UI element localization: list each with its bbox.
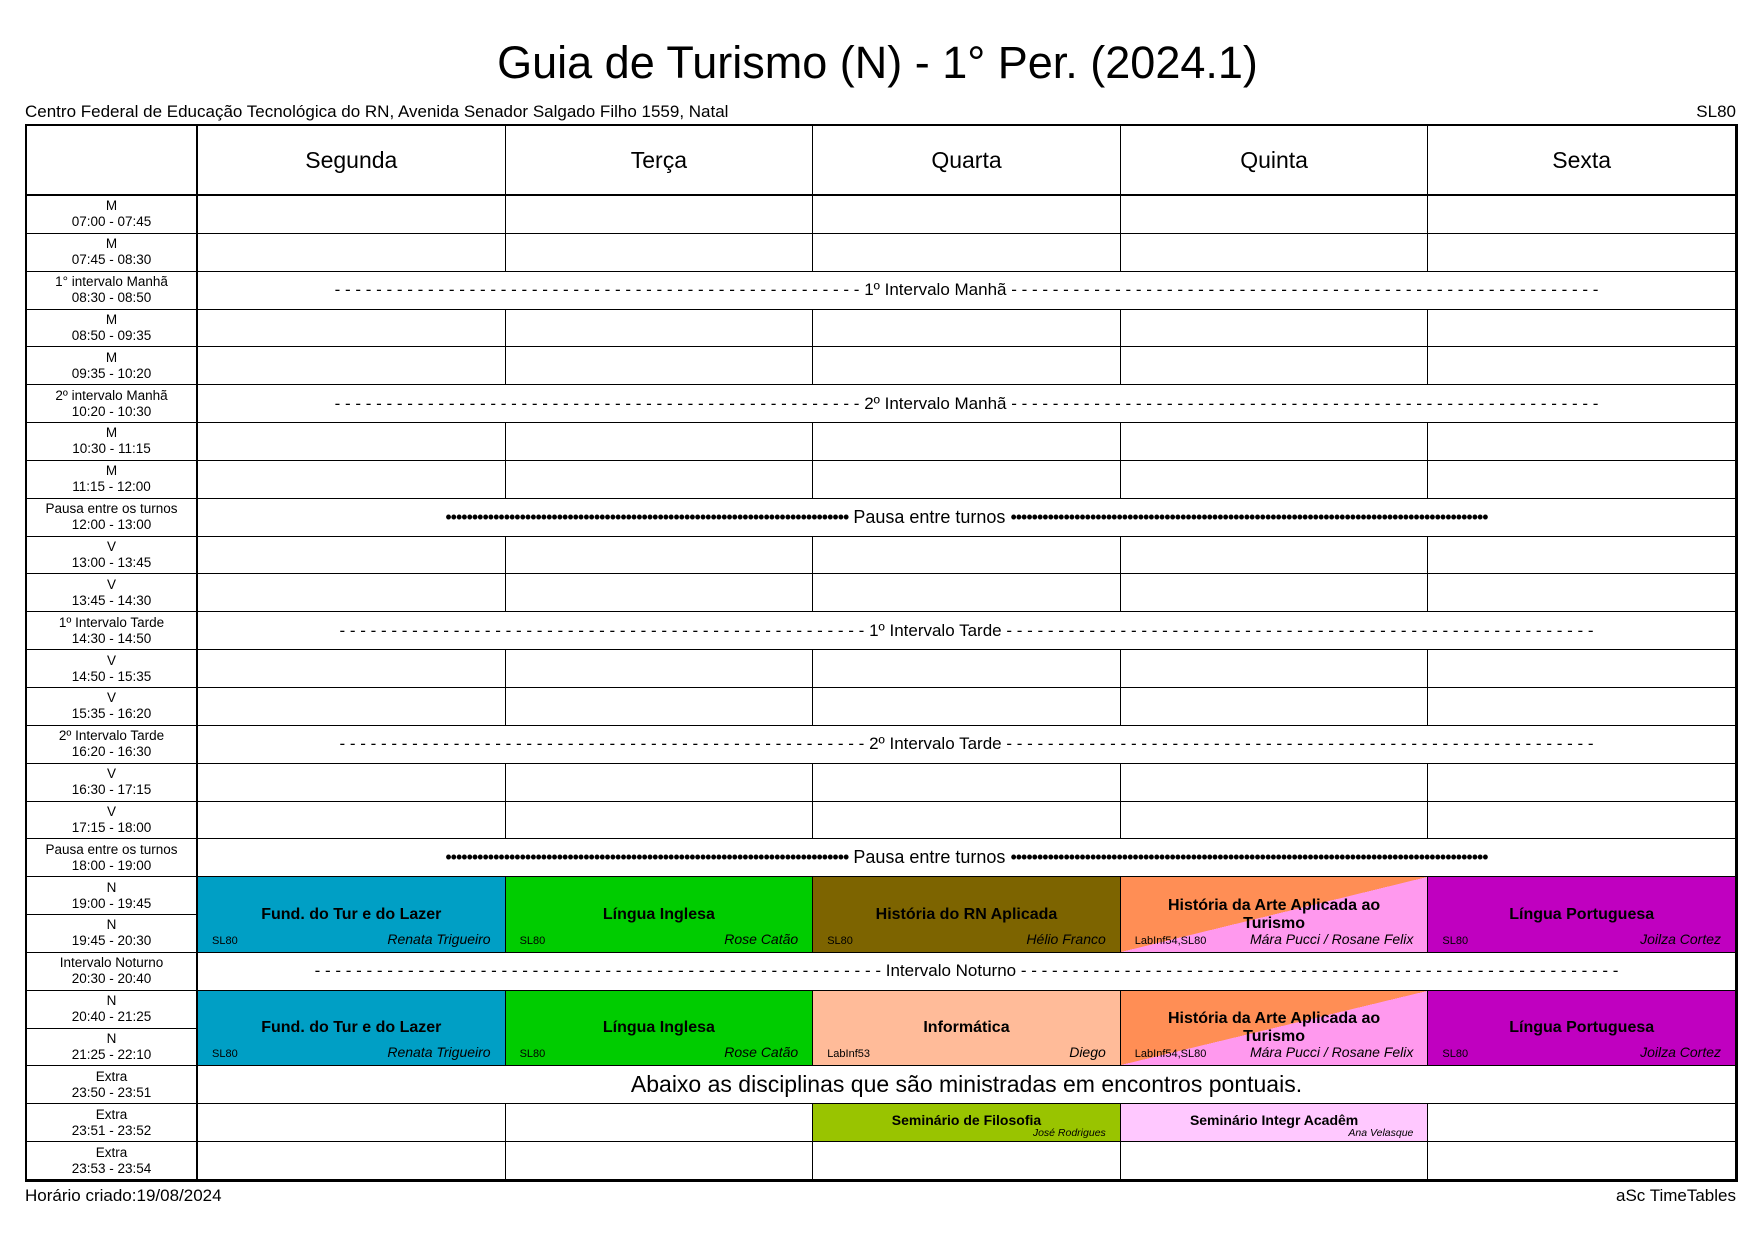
teacher-name: Rose Catão (724, 930, 799, 947)
empty-slot[interactable] (1121, 1142, 1429, 1180)
period-label (27, 726, 198, 764)
empty-slot[interactable] (1121, 650, 1429, 688)
room-label: SL80 (519, 1048, 546, 1061)
empty-slot[interactable] (1428, 310, 1736, 348)
period-label (27, 574, 198, 612)
period-time: 20:30 - 20:40 (71, 971, 152, 987)
empty-slot[interactable] (198, 347, 506, 385)
empty-slot[interactable] (813, 1142, 1121, 1180)
teacher-name: Renata Trigueiro (387, 930, 491, 947)
period-label (27, 423, 198, 461)
empty-slot[interactable] (813, 310, 1121, 348)
corner-cell (27, 126, 198, 196)
empty-slot[interactable] (1121, 461, 1429, 499)
period-name: N (106, 993, 117, 1009)
teacher-name: Mára Pucci / Rosane Felix (1249, 930, 1414, 947)
empty-slot[interactable] (1121, 574, 1429, 612)
room-label: SL80 (212, 934, 238, 947)
period-name: Pausa entre os turnos (45, 841, 178, 857)
subject-name: História da Arte Aplicada ao Turismo (1167, 896, 1381, 932)
period-name: V (106, 766, 116, 782)
empty-slot[interactable] (1428, 688, 1736, 726)
teacher-name: José Rodrigues (1032, 1127, 1106, 1140)
period-name: V (106, 576, 116, 592)
period-label (27, 650, 198, 688)
lesson-card[interactable] (198, 991, 506, 1067)
period-name: 2º intervalo Manhã (55, 387, 168, 403)
empty-slot[interactable] (198, 537, 506, 575)
empty-slot[interactable] (506, 310, 814, 348)
period-name: Extra (95, 1068, 128, 1084)
period-label (27, 953, 198, 991)
lesson-card[interactable] (813, 1104, 1121, 1142)
period-time: 07:45 - 08:30 (71, 252, 152, 268)
period-label (27, 839, 198, 877)
empty-slot[interactable] (813, 347, 1121, 385)
period-label (27, 272, 198, 310)
period-name: N (106, 917, 117, 933)
subject-name: História do RN Aplicada (875, 905, 1058, 923)
period-label (27, 499, 198, 537)
empty-slot[interactable] (1428, 461, 1736, 499)
empty-slot[interactable] (198, 461, 506, 499)
empty-slot[interactable] (1121, 423, 1429, 461)
period-time: 16:20 - 16:30 (71, 744, 152, 760)
room-label: SL80 (519, 934, 546, 947)
empty-slot[interactable] (813, 234, 1121, 272)
period-label (27, 385, 198, 423)
pause-label: Pausa entre turnos (853, 847, 1006, 868)
period-name: Intervalo Noturno (59, 955, 164, 971)
empty-slot[interactable] (506, 802, 814, 840)
empty-slot[interactable] (813, 764, 1121, 802)
empty-slot[interactable] (1121, 764, 1429, 802)
subject-name: Língua Inglesa (602, 1019, 715, 1037)
period-name: Extra (95, 1144, 128, 1160)
pause-label: Pausa entre turnos (853, 506, 1006, 527)
day-header-quinta: Quinta (1121, 126, 1429, 196)
room-label: SL80 (827, 934, 853, 947)
period-name: M (105, 349, 118, 365)
teacher-name: Hélio Franco (1026, 930, 1106, 947)
period-label (27, 310, 198, 348)
period-label (27, 234, 198, 272)
empty-slot[interactable] (813, 461, 1121, 499)
empty-slot[interactable] (813, 688, 1121, 726)
subject-name: Fund. do Tur e do Lazer (261, 1019, 442, 1037)
pause-midday (198, 499, 1736, 537)
lesson-card[interactable] (198, 877, 506, 953)
period-time: 14:30 - 14:50 (71, 630, 152, 646)
period-time: 23:50 - 23:51 (71, 1084, 152, 1100)
teacher-name: Diego (1069, 1044, 1106, 1061)
period-name: M (105, 236, 118, 252)
dots-left: •••••••••••••••••••••••••••••••••••••••••••••••••••••••••••••••••••••••••••• (445, 506, 849, 527)
empty-slot[interactable] (198, 574, 506, 612)
software-credit: aSc TimeTables (1616, 1186, 1736, 1205)
period-name: Pausa entre os turnos (45, 501, 178, 517)
empty-slot[interactable] (198, 234, 506, 272)
period-name: M (105, 463, 118, 479)
subject-name: Seminário Integr Acadêm (1189, 1111, 1359, 1128)
break-afternoon-2 (198, 726, 1736, 764)
empty-slot[interactable] (198, 196, 506, 234)
period-name: V (106, 690, 116, 706)
empty-slot[interactable] (813, 537, 1121, 575)
empty-slot[interactable] (813, 650, 1121, 688)
period-time: 21:25 - 22:10 (71, 1047, 152, 1063)
empty-slot[interactable] (506, 688, 814, 726)
room-label: LabInf54,SL80 (1134, 934, 1207, 947)
period-name: N (106, 1031, 117, 1047)
empty-slot[interactable] (506, 650, 814, 688)
lesson-card[interactable] (813, 991, 1121, 1067)
period-time: 07:00 - 07:45 (71, 214, 152, 230)
period-time: 18:00 - 19:00 (71, 857, 152, 873)
empty-slot[interactable] (506, 234, 814, 272)
room-label: SL80 (212, 1048, 238, 1061)
period-time: 19:45 - 20:30 (71, 933, 152, 949)
lesson-card[interactable] (1428, 991, 1736, 1067)
lesson-card[interactable] (506, 991, 814, 1067)
break-morning-2 (198, 385, 1736, 423)
empty-slot[interactable] (1428, 802, 1736, 840)
page-title: Guia de Turismo (N) - 1° Per. (2024.1) (497, 37, 1258, 88)
empty-slot[interactable] (506, 574, 814, 612)
subject-name: Língua Inglesa (602, 905, 715, 923)
lesson-card[interactable] (1428, 877, 1736, 953)
notice-row: Abaixo as disciplinas que são ministradas em encontros pontuais. (198, 1066, 1736, 1104)
break-morning-1 (198, 272, 1736, 310)
lesson-card[interactable] (1121, 991, 1429, 1067)
period-time: 23:53 - 23:54 (71, 1160, 152, 1176)
period-time: 17:15 - 18:00 (71, 819, 152, 835)
period-time: 16:30 - 17:15 (71, 782, 152, 798)
break-label: - - - - - - - - - - - - - - - - - - - - - - - - - - - - - - - - - - - - - - - - - - - - - - - - - - - 1º Intervalo Tarde - - - - - - - - - - - - - - - - - - - - - - - - - - - - - - - - - - - - - - - - - - - - - - - - - - - - - - - - - (339, 620, 1594, 640)
timetable-grid (25, 124, 1738, 1182)
empty-slot[interactable] (1121, 802, 1429, 840)
empty-slot[interactable] (1428, 1104, 1736, 1142)
empty-slot[interactable] (1428, 764, 1736, 802)
break-label: - - - - - - - - - - - - - - - - - - - - - - - - - - - - - - - - - - - - - - - - - - - - - - - - - - - 2º Intervalo Manhã - - - - - - - - - - - - - - - - - - - - - - - - - - - - - - - - - - - - - - - - - - - - - - - - - - - - - - - - - (334, 393, 1599, 413)
empty-slot[interactable] (813, 574, 1121, 612)
empty-slot[interactable] (1121, 310, 1429, 348)
period-label (27, 1142, 198, 1180)
empty-slot[interactable] (1121, 537, 1429, 575)
break-label: - - - - - - - - - - - - - - - - - - - - - - - - - - - - - - - - - - - - - - - - - - - - - - - - - - - - - - - Intervalo Noturno - - - - - - - - - - - - - - - - - - - - - - - - - - - - - - - - - - - - - - - - - - - - - - - - - - - - - - - - - - (314, 961, 1619, 981)
room-label: SL80 (1442, 934, 1469, 947)
period-time: 13:00 - 13:45 (71, 555, 152, 571)
period-label (27, 1066, 198, 1104)
period-name: V (106, 539, 116, 555)
subject-name: Informática (923, 1019, 1010, 1037)
period-time: 08:30 - 08:50 (71, 290, 152, 306)
empty-slot[interactable] (1121, 196, 1429, 234)
period-time: 08:50 - 09:35 (71, 327, 152, 343)
period-time: 11:15 - 12:00 (72, 479, 151, 495)
dots-right: •••••••••••••••••••••••••••••••••••••••••••••••••••••••••••••••••••••••••••••••••••••••••• (1010, 506, 1488, 527)
empty-slot[interactable] (198, 310, 506, 348)
period-name: M (105, 425, 118, 441)
empty-slot[interactable] (198, 688, 506, 726)
period-name: V (106, 803, 116, 819)
empty-slot[interactable] (198, 764, 506, 802)
teacher-name: Rose Catão (724, 1044, 799, 1061)
period-label (27, 802, 198, 840)
period-label (27, 764, 198, 802)
period-time: 23:51 - 23:52 (71, 1122, 152, 1138)
created-date: Horário criado:19/08/2024 (25, 1186, 222, 1205)
period-label (27, 688, 198, 726)
empty-slot[interactable] (1121, 688, 1429, 726)
room-label: SL80 (1442, 1048, 1469, 1061)
period-name: Extra (95, 1106, 128, 1122)
period-name: V (106, 652, 116, 668)
empty-slot[interactable] (813, 802, 1121, 840)
dots-left: •••••••••••••••••••••••••••••••••••••••••••••••••••••••••••••••••••••••••••• (445, 847, 849, 868)
period-label (27, 347, 198, 385)
empty-slot[interactable] (198, 802, 506, 840)
lesson-card[interactable] (1121, 1104, 1429, 1142)
subject-name: Língua Portuguesa (1509, 1019, 1655, 1037)
empty-slot[interactable] (813, 196, 1121, 234)
break-afternoon-1 (198, 612, 1736, 650)
room-label: LabInf54,SL80 (1134, 1048, 1207, 1061)
period-label (27, 461, 198, 499)
period-label (27, 991, 198, 1029)
empty-slot[interactable] (198, 1104, 506, 1142)
empty-slot[interactable] (1428, 423, 1736, 461)
break-label: - - - - - - - - - - - - - - - - - - - - - - - - - - - - - - - - - - - - - - - - - - - - - - - - - - - 2º Intervalo Tarde - - - - - - - - - - - - - - - - - - - - - - - - - - - - - - - - - - - - - - - - - - - - - - - - - - - - - - - - - (339, 734, 1594, 754)
empty-slot[interactable] (506, 423, 814, 461)
teacher-name: Ana Velasque (1348, 1127, 1414, 1140)
room-code: SL80 (1696, 102, 1736, 121)
lesson-card[interactable] (1121, 877, 1429, 953)
period-time: 19:00 - 19:45 (71, 895, 152, 911)
pause-evening (198, 839, 1736, 877)
empty-slot[interactable] (506, 347, 814, 385)
empty-slot[interactable] (506, 537, 814, 575)
empty-slot[interactable] (1428, 234, 1736, 272)
empty-slot[interactable] (506, 764, 814, 802)
empty-slot[interactable] (1428, 574, 1736, 612)
dots-right: •••••••••••••••••••••••••••••••••••••••••••••••••••••••••••••••••••••••••••••••••••••••••• (1010, 847, 1488, 868)
teacher-name: Joilza Cortez (1640, 1044, 1721, 1061)
empty-slot[interactable] (1428, 1142, 1736, 1180)
day-header-sexta: Sexta (1428, 126, 1736, 196)
period-time: 12:00 - 13:00 (71, 517, 152, 533)
teacher-name: Mára Pucci / Rosane Felix (1249, 1044, 1414, 1061)
period-time: 09:35 - 10:20 (71, 365, 152, 381)
empty-slot[interactable] (1428, 196, 1736, 234)
period-label (27, 537, 198, 575)
empty-slot[interactable] (1428, 537, 1736, 575)
subject-name: História da Arte Aplicada ao Turismo (1167, 1010, 1381, 1046)
room-label: LabInf53 (827, 1048, 871, 1061)
period-name: 2º Intervalo Tarde (58, 728, 165, 744)
empty-slot[interactable] (1428, 347, 1736, 385)
period-label (27, 196, 198, 234)
period-name: N (106, 879, 117, 895)
empty-slot[interactable] (506, 1104, 814, 1142)
period-label (27, 1029, 198, 1067)
subject-name: Seminário de Filosofia (891, 1111, 1042, 1128)
empty-slot[interactable] (506, 196, 814, 234)
day-header-terca: Terça (506, 126, 814, 196)
break-night (198, 953, 1736, 991)
period-label (27, 1104, 198, 1142)
break-label: - - - - - - - - - - - - - - - - - - - - - - - - - - - - - - - - - - - - - - - - - - - - - - - - - - - 1º Intervalo Manhã - - - - - - - - - - - - - - - - - - - - - - - - - - - - - - - - - - - - - - - - - - - - - - - - - - - - - - - - - (334, 280, 1599, 300)
day-header-quarta: Quarta (813, 126, 1121, 196)
empty-slot[interactable] (198, 1142, 506, 1180)
period-name: 1° intervalo Manhã (55, 274, 168, 290)
lesson-card[interactable] (813, 877, 1121, 953)
lesson-card[interactable] (506, 877, 814, 953)
period-time: 10:30 - 11:15 (72, 441, 151, 457)
empty-slot[interactable] (506, 461, 814, 499)
empty-slot[interactable] (198, 650, 506, 688)
subject-name: Língua Portuguesa (1509, 905, 1655, 923)
school-address: Centro Federal de Educação Tecnológica do RN, Avenida Senador Salgado Filho 1559, Natal (25, 102, 729, 121)
period-label (27, 915, 198, 953)
period-name: M (105, 198, 118, 214)
period-time: 20:40 - 21:25 (71, 1009, 152, 1025)
empty-slot[interactable] (506, 1142, 814, 1180)
period-time: 15:35 - 16:20 (71, 706, 152, 722)
period-name: M (105, 311, 118, 327)
teacher-name: Renata Trigueiro (387, 1044, 491, 1061)
period-time: 10:20 - 10:30 (71, 403, 152, 419)
empty-slot[interactable] (813, 423, 1121, 461)
period-label (27, 612, 198, 650)
empty-slot[interactable] (198, 423, 506, 461)
day-header-segunda: Segunda (198, 126, 506, 196)
teacher-name: Joilza Cortez (1640, 930, 1721, 947)
subject-name: Fund. do Tur e do Lazer (261, 905, 442, 923)
period-label (27, 877, 198, 915)
period-time: 14:50 - 15:35 (71, 668, 152, 684)
empty-slot[interactable] (1121, 234, 1429, 272)
period-time: 13:45 - 14:30 (71, 592, 152, 608)
empty-slot[interactable] (1428, 650, 1736, 688)
empty-slot[interactable] (1121, 347, 1429, 385)
period-name: 1º Intervalo Tarde (58, 614, 165, 630)
